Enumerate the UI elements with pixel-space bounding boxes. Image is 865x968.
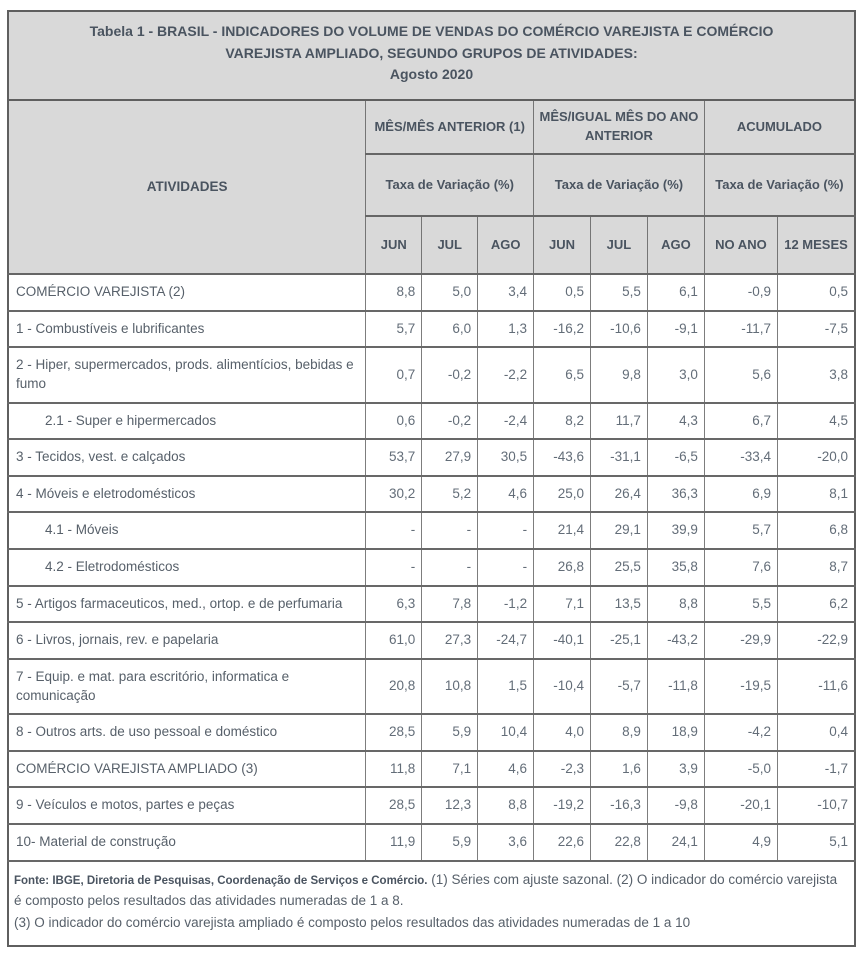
value-cell: 0,5	[534, 274, 591, 311]
title-row	[8, 11, 855, 100]
value-cell: 27,9	[422, 439, 478, 476]
value-cell: 4,9	[704, 824, 777, 861]
value-cell: -43,6	[534, 439, 591, 476]
table-title-block	[8, 11, 855, 100]
value-cell: -11,7	[704, 311, 777, 348]
value-cell: -6,5	[647, 439, 704, 476]
value-cell: 5,0	[422, 274, 478, 311]
value-cell: 28,5	[366, 787, 422, 824]
value-cell: -1,7	[778, 751, 855, 788]
value-cell: -	[366, 512, 422, 549]
value-cell: 4,6	[478, 751, 534, 788]
value-cell: 6,9	[704, 476, 777, 513]
value-cell: 8,2	[534, 403, 591, 440]
table-row	[8, 274, 855, 311]
value-cell: 36,3	[647, 476, 704, 513]
value-cell: -11,6	[778, 659, 855, 714]
value-cell: 29,1	[591, 512, 648, 549]
value-cell: -20,0	[778, 439, 855, 476]
value-cell: 39,9	[647, 512, 704, 549]
footnote-cell	[8, 861, 855, 947]
notes-1-2-text: (1) Séries com ajuste sazonal. (2) O indicador do comércio varejista é composto pelos resultados das atividades numeradas de 1 a 8.	[14, 871, 838, 909]
value-cell: -5,0	[704, 751, 777, 788]
column-header-activities: ATIVIDADES	[8, 100, 366, 274]
indicators-table	[7, 10, 856, 947]
subheader-variation-rate-1: Taxa de Variação (%)	[366, 154, 534, 216]
value-cell: -40,1	[534, 622, 591, 659]
value-cell: 3,4	[478, 274, 534, 311]
source-text: Fonte: IBGE, Diretoria de Pesquisas, Coordenação de Serviços e Comércio.	[14, 874, 428, 887]
value-cell: 35,8	[647, 549, 704, 586]
value-cell: 61,0	[366, 622, 422, 659]
value-cell: -10,7	[778, 787, 855, 824]
activity-cell: 4.1 - Móveis	[8, 512, 366, 549]
value-cell: 1,5	[478, 659, 534, 714]
activity-cell: 6 - Livros, jornais, rev. e papelaria	[8, 622, 366, 659]
value-cell: 1,6	[591, 751, 648, 788]
activity-cell: 2.1 - Super e hipermercados	[8, 403, 366, 440]
value-cell: -19,2	[534, 787, 591, 824]
value-cell: -16,3	[591, 787, 648, 824]
value-cell: 6,8	[778, 512, 855, 549]
value-cell: -5,7	[591, 659, 648, 714]
value-cell: 6,5	[534, 347, 591, 402]
value-cell: -33,4	[704, 439, 777, 476]
column-header-jul-1: JUL	[422, 216, 478, 274]
table-title-date: Agosto 2020	[389, 66, 474, 83]
value-cell: -19,5	[704, 659, 777, 714]
value-cell: 7,1	[422, 751, 478, 788]
value-cell: 8,1	[778, 476, 855, 513]
activity-cell: 5 - Artigos farmaceuticos, med., ortop. e de perfumaria	[8, 586, 366, 623]
value-cell: -2,4	[478, 403, 534, 440]
value-cell: 30,2	[366, 476, 422, 513]
column-group-month-over-month: MÊS/MÊS ANTERIOR (1)	[366, 100, 534, 154]
value-cell: -0,2	[422, 347, 478, 402]
table-row	[8, 403, 855, 440]
value-cell: 4,3	[647, 403, 704, 440]
table-title-line-1: Tabela 1 - BRASIL - INDICADORES DO VOLUME DE VENDAS DO COMÉRCIO VAREJISTA E COMÉRCIO	[89, 23, 774, 39]
value-cell: 4,6	[478, 476, 534, 513]
table-title-line-2: VAREJISTA AMPLIADO, SEGUNDO GRUPOS DE ATIVIDADES:	[225, 44, 638, 61]
column-header-jun-1: JUN	[366, 216, 422, 274]
value-cell: 8,8	[647, 586, 704, 623]
value-cell: 22,6	[534, 824, 591, 861]
value-cell: -	[422, 512, 478, 549]
value-cell: 3,8	[778, 347, 855, 402]
column-group-same-month-prior-year: MÊS/IGUAL MÊS DO ANO ANTERIOR	[534, 100, 705, 154]
value-cell: 27,3	[422, 622, 478, 659]
value-cell: -22,9	[778, 622, 855, 659]
footnote-row	[8, 861, 855, 947]
value-cell: 25,5	[591, 549, 648, 586]
value-cell: -0,2	[422, 403, 478, 440]
footnote-line-source-and-notes	[14, 869, 844, 912]
header-group-row	[8, 100, 855, 154]
value-cell: 26,8	[534, 549, 591, 586]
value-cell: -20,1	[704, 787, 777, 824]
table-row	[8, 311, 855, 348]
value-cell: 5,7	[366, 311, 422, 348]
value-cell: 30,5	[478, 439, 534, 476]
value-cell: -	[478, 549, 534, 586]
value-cell: -	[478, 512, 534, 549]
value-cell: 26,4	[591, 476, 648, 513]
activity-cell: 1 - Combustíveis e lubrificantes	[8, 311, 366, 348]
value-cell: -25,1	[591, 622, 648, 659]
table-row	[8, 714, 855, 751]
value-cell: 28,5	[366, 714, 422, 751]
value-cell: 5,5	[591, 274, 648, 311]
value-cell: 4,5	[778, 403, 855, 440]
value-cell: 0,4	[778, 714, 855, 751]
activity-cell: 3 - Tecidos, vest. e calçados	[8, 439, 366, 476]
value-cell: 10,8	[422, 659, 478, 714]
subheader-variation-rate-2: Taxa de Variação (%)	[534, 154, 705, 216]
table-row	[8, 586, 855, 623]
value-cell: 21,4	[534, 512, 591, 549]
value-cell: 5,9	[422, 714, 478, 751]
activity-cell: 4.2 - Eletrodomésticos	[8, 549, 366, 586]
value-cell: 7,1	[534, 586, 591, 623]
table-header	[8, 11, 855, 274]
value-cell: -31,1	[591, 439, 648, 476]
column-header-ago-1: AGO	[478, 216, 534, 274]
activity-cell: 2 - Hiper, supermercados, prods. alimentícios, bebidas e fumo	[8, 347, 366, 402]
note-3-text: (3) O indicador do comércio varejista ampliado é composto pelos resultados das atividades numeradas de 1 a 10	[14, 914, 691, 930]
value-cell: 9,8	[591, 347, 648, 402]
table-row	[8, 549, 855, 586]
value-cell: 5,5	[704, 586, 777, 623]
value-cell: 12,3	[422, 787, 478, 824]
value-cell: 1,3	[478, 311, 534, 348]
table-row	[8, 787, 855, 824]
table-row	[8, 476, 855, 513]
value-cell: 6,0	[422, 311, 478, 348]
value-cell: -7,5	[778, 311, 855, 348]
value-cell: 3,6	[478, 824, 534, 861]
value-cell: 22,8	[591, 824, 648, 861]
activity-cell: 10- Material de construção	[8, 824, 366, 861]
value-cell: -10,4	[534, 659, 591, 714]
activity-cell: 8 - Outros arts. de uso pessoal e doméstico	[8, 714, 366, 751]
value-cell: 18,9	[647, 714, 704, 751]
value-cell: -24,7	[478, 622, 534, 659]
table-row	[8, 347, 855, 402]
value-cell: 0,5	[778, 274, 855, 311]
column-header-no-ano: NO ANO	[704, 216, 777, 274]
value-cell: 7,8	[422, 586, 478, 623]
value-cell: 53,7	[366, 439, 422, 476]
value-cell: -9,1	[647, 311, 704, 348]
value-cell: -10,6	[591, 311, 648, 348]
value-cell: 8,8	[366, 274, 422, 311]
value-cell: 10,4	[478, 714, 534, 751]
value-cell: 5,6	[704, 347, 777, 402]
table-row	[8, 512, 855, 549]
column-header-ago-2: AGO	[647, 216, 704, 274]
value-cell: 3,0	[647, 347, 704, 402]
value-cell: -4,2	[704, 714, 777, 751]
activity-cell: 9 - Veículos e motos, partes e peças	[8, 787, 366, 824]
value-cell: -2,2	[478, 347, 534, 402]
value-cell: -1,2	[478, 586, 534, 623]
activity-cell: COMÉRCIO VAREJISTA (2)	[8, 274, 366, 311]
table-row	[8, 824, 855, 861]
value-cell: 4,0	[534, 714, 591, 751]
column-header-12-meses: 12 MESES	[778, 216, 855, 274]
value-cell: -29,9	[704, 622, 777, 659]
value-cell: -	[366, 549, 422, 586]
column-header-jun-2: JUN	[534, 216, 591, 274]
column-header-jul-2: JUL	[591, 216, 648, 274]
value-cell: 25,0	[534, 476, 591, 513]
table-body	[8, 274, 855, 861]
table-row	[8, 751, 855, 788]
subheader-variation-rate-3: Taxa de Variação (%)	[704, 154, 855, 216]
table-row	[8, 622, 855, 659]
value-cell: -11,8	[647, 659, 704, 714]
value-cell: -2,3	[534, 751, 591, 788]
value-cell: 24,1	[647, 824, 704, 861]
value-cell: 3,9	[647, 751, 704, 788]
column-group-accumulated: ACUMULADO	[704, 100, 855, 154]
table-row	[8, 659, 855, 714]
value-cell: 6,1	[647, 274, 704, 311]
value-cell: -0,9	[704, 274, 777, 311]
value-cell: -	[422, 549, 478, 586]
value-cell: 11,8	[366, 751, 422, 788]
value-cell: 7,6	[704, 549, 777, 586]
value-cell: 6,2	[778, 586, 855, 623]
value-cell: 0,6	[366, 403, 422, 440]
value-cell: 6,7	[704, 403, 777, 440]
value-cell: 5,7	[704, 512, 777, 549]
value-cell: 8,7	[778, 549, 855, 586]
value-cell: -16,2	[534, 311, 591, 348]
value-cell: 0,7	[366, 347, 422, 402]
value-cell: 8,8	[478, 787, 534, 824]
activity-cell: COMÉRCIO VAREJISTA AMPLIADO (3)	[8, 751, 366, 788]
value-cell: 8,9	[591, 714, 648, 751]
value-cell: 5,2	[422, 476, 478, 513]
value-cell: 11,7	[591, 403, 648, 440]
activity-cell: 7 - Equip. e mat. para escritório, informatica e comunicação	[8, 659, 366, 714]
table-row	[8, 439, 855, 476]
value-cell: 5,1	[778, 824, 855, 861]
value-cell: 5,9	[422, 824, 478, 861]
value-cell: 11,9	[366, 824, 422, 861]
value-cell: -9,8	[647, 787, 704, 824]
value-cell: 20,8	[366, 659, 422, 714]
value-cell: 6,3	[366, 586, 422, 623]
value-cell: -43,2	[647, 622, 704, 659]
table-footer	[8, 861, 855, 947]
value-cell: 13,5	[591, 586, 648, 623]
activity-cell: 4 - Móveis e eletrodomésticos	[8, 476, 366, 513]
